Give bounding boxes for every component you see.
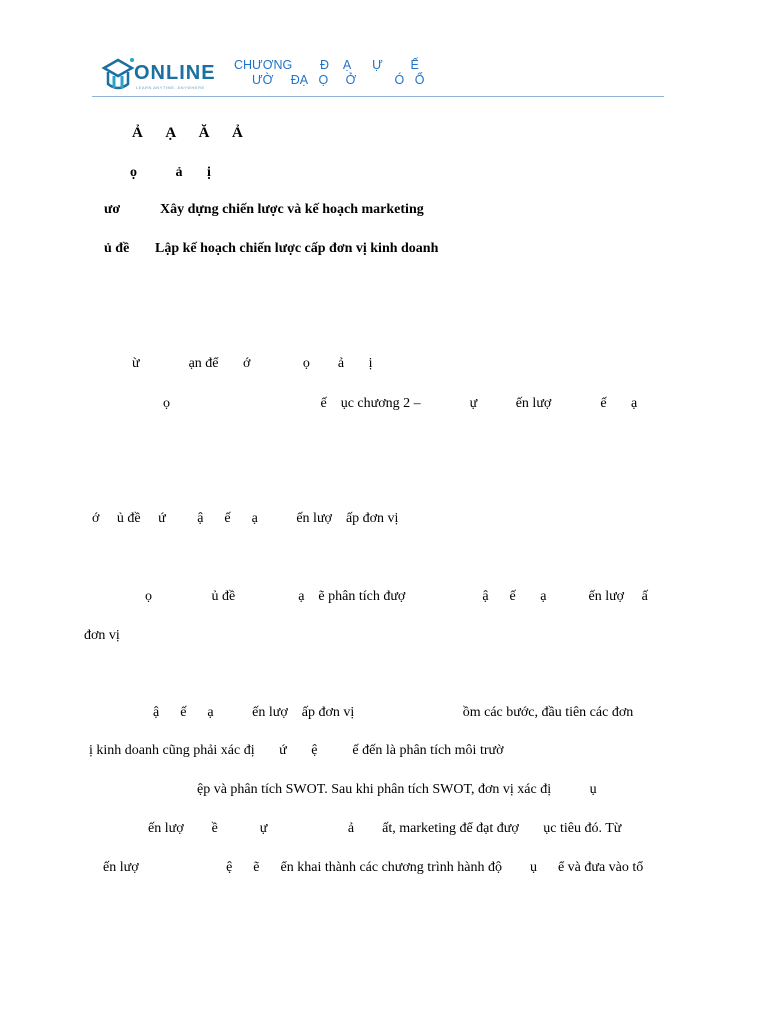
document-heading: Ả Ạ Ă Ả <box>132 125 243 141</box>
chapter-title: Xây dựng chiến lược và kế hoạch marketing <box>160 202 424 217</box>
chapter-label: ươ <box>104 202 121 217</box>
paragraph-2-line-1: ớ ủ đề ứ ậ ế ạ ến lượ ấp đơn vị <box>92 511 399 526</box>
topic-title: Lập kế hoạch chiến lược cấp đơn vị kinh doanh <box>155 241 439 256</box>
header-divider <box>92 96 664 97</box>
logo-wordmark: ONLINE <box>134 62 216 84</box>
document-subheading: ọ ả ị <box>130 165 211 180</box>
header-title-line1: CHƯƠNG Đ Ạ Ự Ế <box>234 58 419 72</box>
paragraph-1-line-1: ừ ạn để ớ ọ ả ị <box>132 356 373 371</box>
topic-label: ủ đề <box>104 241 130 256</box>
paragraph-4-line-1: ậ ế ạ ến lượ ấp đơn vị ồm các bước, đầu tiên các đơn <box>153 705 634 720</box>
paragraph-4-line-5: ến lượ ệ ẽ ển khai thành các chương trình hành độ ụ ể và đưa vào tổ <box>103 860 644 875</box>
paragraph-4-line-4: ến lượ ề ự ả ất, marketing để đạt đượ ục tiêu đó. Từ <box>148 821 622 836</box>
online-logo <box>100 52 216 96</box>
header-title-line2: ƯỜ ĐẠ Ọ Ở Ó Ổ <box>252 73 425 87</box>
paragraph-3-line-1: ọ ủ đề ạ ẽ phân tích đượ ậ ế ạ ến lượ ấ <box>145 589 648 604</box>
logo-tagline: LEARN ANYTIME, ANYWHERE <box>136 85 205 90</box>
paragraph-1-line-2: ọ ế ục chương 2 – ự ến lượ ế ạ <box>163 396 638 411</box>
paragraph-4-line-2: ị kinh doanh cũng phải xác đị ứ ệ ế đến là phân tích môi trườ <box>89 743 504 758</box>
paragraph-3-line-2: đơn vị <box>84 628 120 643</box>
paragraph-4-line-3: ệp và phân tích SWOT. Sau khi phân tích SWOT, đơn vị xác đị ụ <box>197 782 597 797</box>
graduation-cap-icon <box>100 54 136 94</box>
